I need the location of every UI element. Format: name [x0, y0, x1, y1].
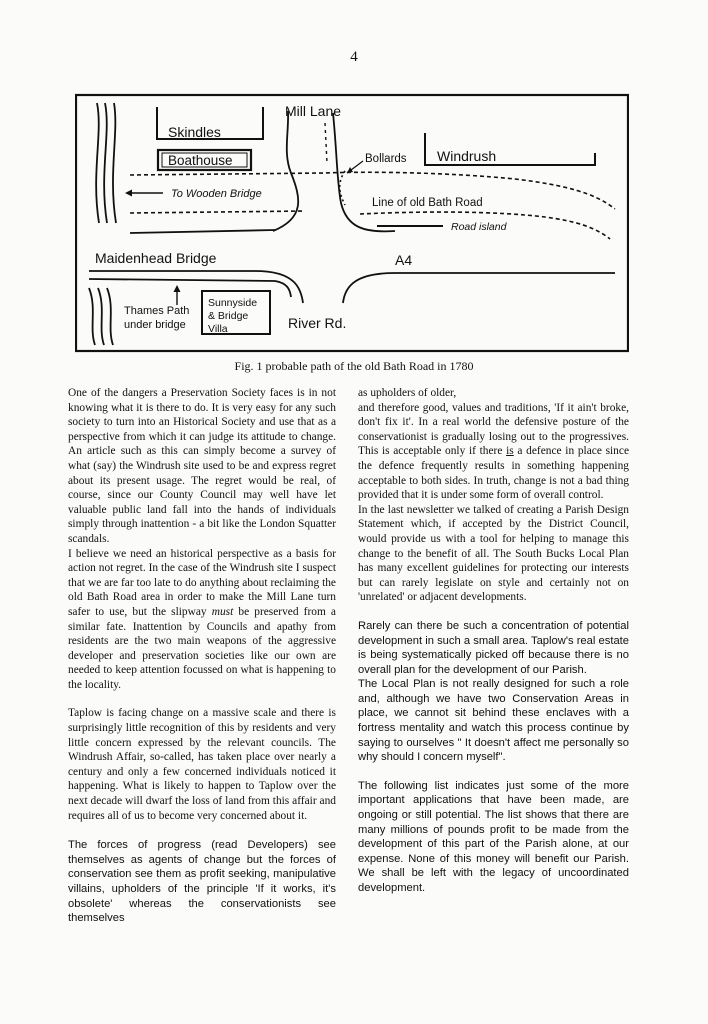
paragraph: The following list indicates just some of the more important applications that have been made, are ongoing or still potential. The list shows that there are many millions of pounds profit to be made from the development of this part of the Parish alone, at our expense. None of this money will benefit our Parish. We shall be left with the legacy of uncoordinated development.: [358, 779, 629, 894]
paragraph: and therefore good, values and traditions, 'If it ain't broke, don't fix it'. In a real world the defensive posture of the conservationist is gradually losing out to the progressives. This is acceptable only if there is a defence in place since the defence frequently results in something happening acceptable to both sides. In truth, change is not a bad thing provided that it is under some form of overall control.: [358, 401, 629, 502]
paragraph: One of the dangers a Preservation Society faces is in not knowing what it is there to do. It is very easy for any such society to turn into an Historical Society and use that as a perspective from which it can judge its attitude to change. An article such as this can simply become a survey of what (say) the Windrush site used to be and express regret about its present usage. The regret would be real, of course, since our County Council may well have let valuable public land fall into the hands of individuals simply through inattention - a bit like the London Squatter scandals.: [68, 387, 336, 545]
label-sunnyside: Sunnyside: [208, 297, 258, 309]
label-river-rd: River Rd.: [288, 315, 347, 331]
label-and-bridge: & Bridge: [208, 310, 249, 322]
emphasis: must: [211, 605, 234, 618]
label-boathouse: Boathouse: [168, 153, 233, 168]
article-right-column: [358, 386, 629, 896]
paragraph: The forces of progress (read Developers) see themselves as agents of change but the forces of conservation see them as profit seeking, manipulative villains, upholders of the principle 'If it works, it's obsolete' whereas the conservationists see themselves: [68, 839, 336, 925]
label-villa: Villa: [208, 323, 228, 335]
underlined-word: is: [506, 445, 514, 458]
label-under-bridge: under bridge: [124, 319, 186, 331]
figure-caption: Fig. 1 probable path of the old Bath Road in 1780: [234, 359, 474, 373]
label-mill-lane: Mill Lane: [285, 103, 342, 119]
label-thames-path: Thames Path: [124, 305, 190, 317]
paragraph: Taplow is facing change on a massive scale and there is surprisingly little recognition of this by residents and very little concern expressed by the relevant councils. The Windrush Affair, so-called, has taken place over nearly a century and only a few concerned individuals noticed it happening. What is likely to happen to Taplow over the next decade will dwarf the loss of land from this affair and requires all of us to become very concerned about it.: [68, 707, 336, 822]
label-bollards: Bollards: [365, 153, 407, 165]
page-number: 4: [350, 49, 358, 65]
paragraph: In the last newsletter we talked of creating a Parish Design Statement which, if accepted by the District Council, would provide us with a tool for helping to manage this change to the benefit of all. The South Bucks Local Plan has many excellent guidelines for protecting our interests but can rarely legislate on style and certainly not on 'unrelated' or adjacent developments.: [358, 503, 629, 604]
paragraph: I believe we need an historical perspective as a basis for action not regret. In the case of the Windrush site I suspect that we are far too late to do anything about reclaiming the old Bath Road area in order to make the Mill Lane turn safer to use, but the slipway must be preserved from a similar fate. Inattention by Councils and apathy from residents are the two main weapons of the aggressive developer and preservation societies like our own are needed to keep attention focussed on what is happening to the locality.: [68, 547, 336, 691]
label-windrush: Windrush: [437, 148, 497, 164]
label-skindles: Skindles: [168, 124, 221, 140]
paragraph: Rarely can there be such a concentration of potential development in such a small area. Taplow's real estate is being systematically picked off because there is no overall plan for the development of our Parish.: [358, 619, 629, 676]
article-left-column: [68, 386, 336, 926]
label-line-of-old-bath-road: Line of old Bath Road: [372, 197, 483, 209]
map-drawing: [75, 93, 629, 353]
label-to-wooden-bridge: To Wooden Bridge: [171, 188, 262, 200]
label-a4: A4: [395, 252, 413, 268]
label-maidenhead-bridge: Maidenhead Bridge: [95, 250, 217, 266]
paragraph: as upholders of older,: [358, 387, 457, 399]
paragraph: The Local Plan is not really designed for such a role and, although we have two Conservation Areas in place, we cannot sit behind these enclaves with a fortress mentality and watch this process continue by saying to ourselves " It doesn't affect me personally so why should I concern myself".: [358, 678, 629, 764]
road-map-figure: [75, 93, 629, 353]
label-road-island: Road island: [451, 221, 507, 233]
